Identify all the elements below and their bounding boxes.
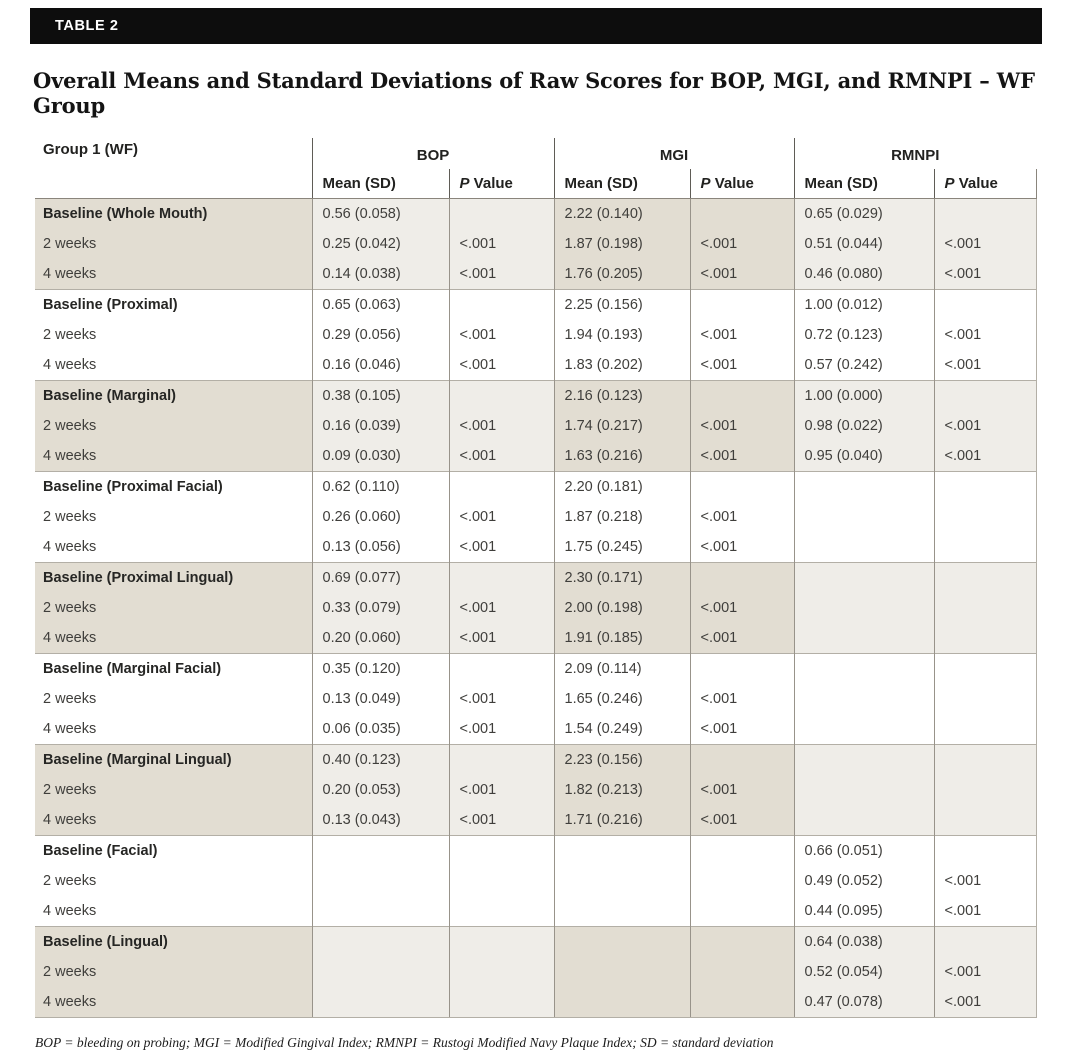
value-cell: 0.98 (0.022): [794, 411, 934, 441]
value-cell: [690, 957, 794, 987]
value-cell: [690, 987, 794, 1018]
value-cell: [449, 866, 554, 896]
value-cell: <.001: [690, 623, 794, 654]
value-cell: <.001: [690, 229, 794, 259]
table-row: [35, 987, 1036, 1018]
value-cell: 0.65 (0.029): [794, 199, 934, 230]
table-row: [35, 684, 1036, 714]
table-row: [35, 654, 1036, 685]
value-cell: [690, 927, 794, 958]
subheader-bop-pvalue: P Value: [449, 169, 554, 199]
row-label-cell: 2 weeks: [35, 229, 312, 259]
table-row: [35, 896, 1036, 927]
value-cell: [690, 654, 794, 685]
value-cell: [934, 472, 1036, 503]
table-row: [35, 290, 1036, 321]
results-table: [35, 138, 1037, 1018]
value-cell: <.001: [449, 775, 554, 805]
value-cell: 2.25 (0.156): [554, 290, 690, 321]
table-row: [35, 866, 1036, 896]
row-label-cell: 2 weeks: [35, 593, 312, 623]
table-row: [35, 563, 1036, 594]
value-cell: <.001: [690, 350, 794, 381]
value-cell: [934, 563, 1036, 594]
value-cell: 0.65 (0.063): [312, 290, 449, 321]
table-row: [35, 927, 1036, 958]
row-label-cell: 4 weeks: [35, 805, 312, 836]
table-row: [35, 411, 1036, 441]
row-label-cell: 2 weeks: [35, 502, 312, 532]
row-label-cell: Baseline (Proximal Lingual): [35, 563, 312, 594]
value-cell: [934, 684, 1036, 714]
value-cell: 2.30 (0.171): [554, 563, 690, 594]
row-label-cell: Baseline (Marginal Facial): [35, 654, 312, 685]
value-cell: 0.62 (0.110): [312, 472, 449, 503]
value-cell: <.001: [690, 259, 794, 290]
value-cell: 0.06 (0.035): [312, 714, 449, 745]
value-cell: <.001: [449, 411, 554, 441]
value-cell: 1.76 (0.205): [554, 259, 690, 290]
subheader-mgi-mean: Mean (SD): [554, 169, 690, 199]
value-cell: <.001: [690, 775, 794, 805]
value-cell: 0.38 (0.105): [312, 381, 449, 412]
value-cell: <.001: [690, 805, 794, 836]
row-label-cell: 2 weeks: [35, 866, 312, 896]
value-cell: 0.57 (0.242): [794, 350, 934, 381]
value-cell: 0.52 (0.054): [794, 957, 934, 987]
value-cell: [934, 927, 1036, 958]
value-cell: 1.91 (0.185): [554, 623, 690, 654]
value-cell: [690, 745, 794, 776]
value-cell: [449, 987, 554, 1018]
value-cell: <.001: [934, 896, 1036, 927]
row-label-cell: 4 weeks: [35, 896, 312, 927]
column-header-mgi: MGI: [554, 138, 794, 169]
value-cell: [794, 532, 934, 563]
value-cell: 1.87 (0.198): [554, 229, 690, 259]
value-cell: [934, 290, 1036, 321]
table-row: [35, 623, 1036, 654]
value-cell: [794, 654, 934, 685]
value-cell: 2.09 (0.114): [554, 654, 690, 685]
value-cell: [794, 714, 934, 745]
value-cell: 1.00 (0.000): [794, 381, 934, 412]
value-cell: 0.13 (0.056): [312, 532, 449, 563]
row-label-cell: 4 weeks: [35, 714, 312, 745]
value-cell: [312, 957, 449, 987]
row-label-cell: 4 weeks: [35, 441, 312, 472]
value-cell: <.001: [934, 259, 1036, 290]
table-body: [35, 199, 1036, 1018]
value-cell: <.001: [449, 805, 554, 836]
value-cell: <.001: [449, 259, 554, 290]
subheader-bop-mean: Mean (SD): [312, 169, 449, 199]
value-cell: [934, 532, 1036, 563]
value-cell: [934, 623, 1036, 654]
value-cell: [554, 927, 690, 958]
table-row: [35, 745, 1036, 776]
table-row: [35, 836, 1036, 867]
row-label-cell: 2 weeks: [35, 320, 312, 350]
value-cell: 1.71 (0.216): [554, 805, 690, 836]
value-cell: [449, 381, 554, 412]
value-cell: [934, 775, 1036, 805]
value-cell: <.001: [449, 714, 554, 745]
table-row: [35, 714, 1036, 745]
value-cell: <.001: [690, 320, 794, 350]
value-cell: [794, 472, 934, 503]
value-cell: <.001: [934, 350, 1036, 381]
value-cell: [934, 593, 1036, 623]
value-cell: 2.16 (0.123): [554, 381, 690, 412]
value-cell: [312, 987, 449, 1018]
column-header-bop: BOP: [312, 138, 554, 169]
value-cell: 0.09 (0.030): [312, 441, 449, 472]
row-label-cell: Baseline (Whole Mouth): [35, 199, 312, 230]
value-cell: <.001: [690, 684, 794, 714]
table-row: [35, 229, 1036, 259]
value-cell: 1.94 (0.193): [554, 320, 690, 350]
value-cell: <.001: [449, 684, 554, 714]
value-cell: 1.87 (0.218): [554, 502, 690, 532]
value-cell: 0.20 (0.060): [312, 623, 449, 654]
table-row: [35, 381, 1036, 412]
row-label-cell: Baseline (Marginal): [35, 381, 312, 412]
value-cell: [690, 563, 794, 594]
value-cell: [690, 381, 794, 412]
value-cell: <.001: [449, 350, 554, 381]
value-cell: 0.29 (0.056): [312, 320, 449, 350]
value-cell: [449, 654, 554, 685]
value-cell: [794, 805, 934, 836]
value-cell: <.001: [934, 866, 1036, 896]
value-cell: 0.16 (0.046): [312, 350, 449, 381]
value-cell: [449, 927, 554, 958]
value-cell: [690, 836, 794, 867]
value-cell: 1.83 (0.202): [554, 350, 690, 381]
table-tag-label: TABLE 2: [55, 18, 119, 34]
value-cell: 1.00 (0.012): [794, 290, 934, 321]
table-row: [35, 957, 1036, 987]
value-cell: 1.65 (0.246): [554, 684, 690, 714]
table-row: [35, 199, 1036, 230]
value-cell: 0.46 (0.080): [794, 259, 934, 290]
table-footnote: BOP = bleeding on probing; MGI = Modified Gingival Index; RMNPI = Rustogi Modified Navy Plaque Index; SD = standard deviation: [35, 1035, 774, 1050]
value-cell: 1.75 (0.245): [554, 532, 690, 563]
row-label-cell: 2 weeks: [35, 775, 312, 805]
table-row: [35, 502, 1036, 532]
value-cell: 0.49 (0.052): [794, 866, 934, 896]
subheader-rmnpi-pvalue: P Value: [934, 169, 1036, 199]
value-cell: <.001: [449, 320, 554, 350]
value-cell: [554, 836, 690, 867]
value-cell: [449, 290, 554, 321]
value-cell: [794, 623, 934, 654]
value-cell: [934, 654, 1036, 685]
value-cell: 0.35 (0.120): [312, 654, 449, 685]
value-cell: [934, 836, 1036, 867]
row-label-cell: 4 weeks: [35, 623, 312, 654]
value-cell: [690, 290, 794, 321]
value-cell: [934, 502, 1036, 532]
table-row: [35, 593, 1036, 623]
value-cell: [794, 745, 934, 776]
value-cell: [554, 957, 690, 987]
value-cell: 0.13 (0.043): [312, 805, 449, 836]
value-cell: [934, 805, 1036, 836]
row-label-cell: Baseline (Proximal): [35, 290, 312, 321]
value-cell: 1.63 (0.216): [554, 441, 690, 472]
subheader-mgi-pvalue: P Value: [690, 169, 794, 199]
value-cell: [794, 775, 934, 805]
value-cell: 2.22 (0.140): [554, 199, 690, 230]
value-cell: <.001: [934, 411, 1036, 441]
value-cell: 0.16 (0.039): [312, 411, 449, 441]
value-cell: 0.13 (0.049): [312, 684, 449, 714]
value-cell: [449, 745, 554, 776]
value-cell: [934, 714, 1036, 745]
value-cell: [449, 199, 554, 230]
table-row: [35, 350, 1036, 381]
table-row: [35, 805, 1036, 836]
value-cell: [554, 896, 690, 927]
row-label-cell: 4 weeks: [35, 259, 312, 290]
value-cell: [794, 563, 934, 594]
column-header-group-label: Group 1 (WF): [35, 138, 312, 199]
value-cell: [554, 987, 690, 1018]
value-cell: [312, 866, 449, 896]
value-cell: <.001: [690, 502, 794, 532]
value-cell: [934, 199, 1036, 230]
row-label-cell: 2 weeks: [35, 957, 312, 987]
value-cell: 0.40 (0.123): [312, 745, 449, 776]
value-cell: 0.14 (0.038): [312, 259, 449, 290]
table-row: [35, 472, 1036, 503]
row-label-cell: 2 weeks: [35, 411, 312, 441]
value-cell: <.001: [449, 502, 554, 532]
value-cell: 2.20 (0.181): [554, 472, 690, 503]
value-cell: [312, 896, 449, 927]
value-cell: [934, 381, 1036, 412]
value-cell: <.001: [934, 229, 1036, 259]
value-cell: 0.56 (0.058): [312, 199, 449, 230]
value-cell: [449, 896, 554, 927]
value-cell: [554, 866, 690, 896]
value-cell: [934, 745, 1036, 776]
table-row: [35, 532, 1036, 563]
row-label-cell: 2 weeks: [35, 684, 312, 714]
value-cell: 0.64 (0.038): [794, 927, 934, 958]
value-cell: <.001: [449, 441, 554, 472]
value-cell: [690, 199, 794, 230]
value-cell: 0.44 (0.095): [794, 896, 934, 927]
value-cell: [312, 836, 449, 867]
row-label-cell: 4 weeks: [35, 987, 312, 1018]
value-cell: 0.25 (0.042): [312, 229, 449, 259]
value-cell: 0.72 (0.123): [794, 320, 934, 350]
table-title: Overall Means and Standard Deviations of Raw Scores for BOP, MGI, and RMNPI – WF Group: [33, 68, 1035, 118]
value-cell: <.001: [449, 532, 554, 563]
value-cell: <.001: [690, 441, 794, 472]
value-cell: [690, 896, 794, 927]
table-row: [35, 259, 1036, 290]
value-cell: [690, 866, 794, 896]
value-cell: 1.54 (0.249): [554, 714, 690, 745]
value-cell: [794, 684, 934, 714]
row-label-cell: 4 weeks: [35, 532, 312, 563]
value-cell: 0.20 (0.053): [312, 775, 449, 805]
value-cell: <.001: [934, 987, 1036, 1018]
value-cell: <.001: [690, 714, 794, 745]
value-cell: [690, 472, 794, 503]
value-cell: 0.66 (0.051): [794, 836, 934, 867]
value-cell: <.001: [934, 441, 1036, 472]
value-cell: 1.74 (0.217): [554, 411, 690, 441]
value-cell: 0.47 (0.078): [794, 987, 934, 1018]
value-cell: <.001: [934, 320, 1036, 350]
value-cell: [449, 563, 554, 594]
value-cell: <.001: [690, 532, 794, 563]
table-row: [35, 320, 1036, 350]
value-cell: <.001: [449, 229, 554, 259]
value-cell: 0.26 (0.060): [312, 502, 449, 532]
row-label-cell: 4 weeks: [35, 350, 312, 381]
table-row: [35, 441, 1036, 472]
value-cell: 0.95 (0.040): [794, 441, 934, 472]
row-label-cell: Baseline (Marginal Lingual): [35, 745, 312, 776]
table-row: [35, 775, 1036, 805]
value-cell: <.001: [934, 957, 1036, 987]
value-cell: 2.00 (0.198): [554, 593, 690, 623]
value-cell: [794, 593, 934, 623]
value-cell: <.001: [690, 593, 794, 623]
value-cell: 0.33 (0.079): [312, 593, 449, 623]
row-label-cell: Baseline (Facial): [35, 836, 312, 867]
table-header: [35, 138, 1036, 199]
value-cell: [794, 502, 934, 532]
value-cell: [312, 927, 449, 958]
value-cell: [449, 472, 554, 503]
value-cell: 2.23 (0.156): [554, 745, 690, 776]
row-label-cell: Baseline (Lingual): [35, 927, 312, 958]
value-cell: [449, 836, 554, 867]
value-cell: <.001: [449, 623, 554, 654]
value-cell: 0.51 (0.044): [794, 229, 934, 259]
value-cell: [449, 957, 554, 987]
value-cell: <.001: [449, 593, 554, 623]
value-cell: 1.82 (0.213): [554, 775, 690, 805]
row-label-cell: Baseline (Proximal Facial): [35, 472, 312, 503]
subheader-rmnpi-mean: Mean (SD): [794, 169, 934, 199]
value-cell: <.001: [690, 411, 794, 441]
table-tag-bar: [30, 8, 1042, 44]
column-header-rmnpi: RMNPI: [794, 138, 1036, 169]
value-cell: 0.69 (0.077): [312, 563, 449, 594]
